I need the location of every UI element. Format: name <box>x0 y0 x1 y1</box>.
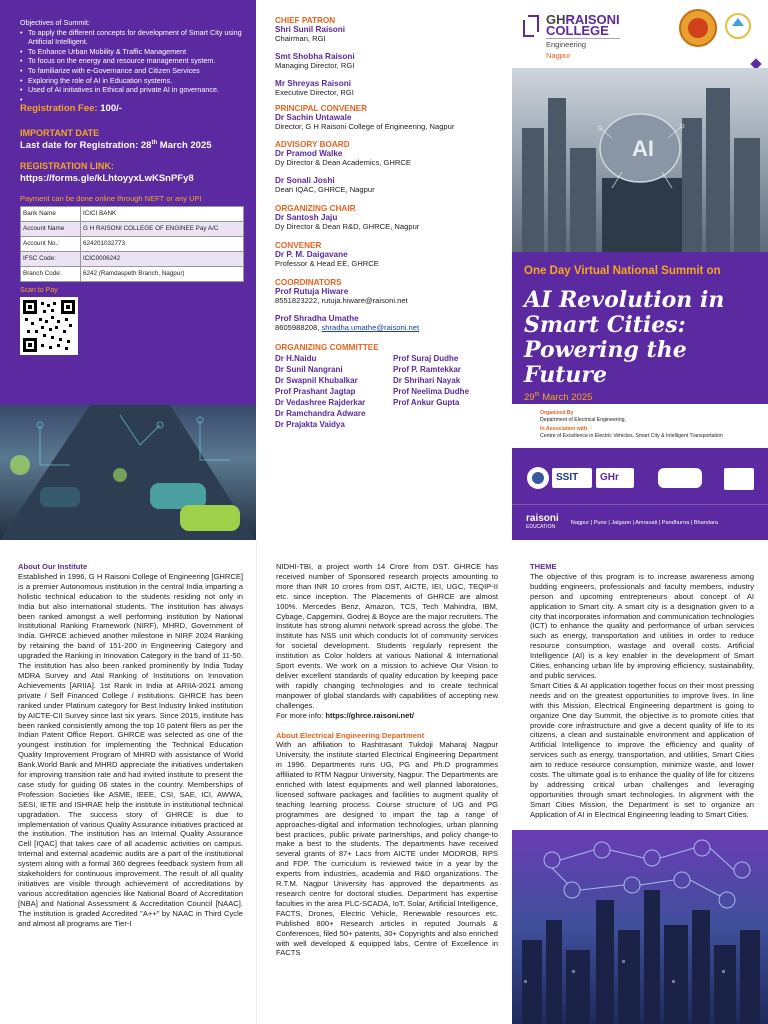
patron-desc: Chairman, RGI <box>275 34 326 43</box>
header-logos <box>512 0 768 68</box>
committee-member: Prof Ankur Gupta <box>393 398 460 407</box>
last-date <box>20 140 246 151</box>
objective-item: • To apply the different concepts for development of Smart City using Artificial Intelligent. <box>20 28 246 47</box>
coordinator-name: Prof Shradha Umathe <box>275 314 359 323</box>
objective-item: • Exploring the role of AI in Education systems. <box>20 76 246 86</box>
convener-name: Dr Sachin Untawale <box>275 113 352 122</box>
bank-key: Account No.: <box>21 236 81 251</box>
organizing-committee-heading: ORGANIZING COMMITTEE <box>275 343 379 352</box>
event-date-day: 29 <box>524 392 535 404</box>
coordinator-name: Prof Rutuja Hiware <box>275 287 349 296</box>
payment-note: Payment can be done online through NEFT or any UPI <box>20 193 202 203</box>
organized-by-label: Organized By <box>540 410 574 416</box>
organizers-block <box>512 404 768 448</box>
bank-value: ICIC0006242 <box>81 251 244 266</box>
brand-raisoni: RAISONI <box>565 12 620 27</box>
more-info-link[interactable]: https://ghrce.raisoni.net/ <box>325 710 414 720</box>
event-subtitle: One Day Virtual National Summit on <box>524 265 721 277</box>
college-name <box>546 14 620 61</box>
footer-brand: raisoni <box>526 512 559 524</box>
advisory-board-heading: ADVISORY BOARD <box>275 140 350 149</box>
committee-member: Dr Shrihari Nayak <box>393 376 461 385</box>
organized-by: Department of Electrical Engineering, <box>540 417 626 423</box>
patron-name: Shri Sunil Raisoni <box>275 25 346 34</box>
committee-right <box>393 353 469 430</box>
partner-ssit-logo: SSIT <box>556 472 579 483</box>
bank-key: Account Name <box>21 221 81 236</box>
committee-member: Dr Ramchandra Adware <box>275 409 366 418</box>
theme-text-2: Smart Cities & AI application together focus on their most pressing needs and on the greatest opportunities to improve lives. In line with this Mission, Electrical Engineering department is going to organize One day Summit, the objective is to promote cities that provide core infrastructure and give a decent quality of life to its citizens, a clean and sustainable environment and application of Artificial Intelligence to improve the efficiency and quality of services such as energy, transportation, and utilities, Smart Cities aim to reduce resource consumption, minimize waste, and lower costs. The ultimate goal is to enhance the quality of life for citizens by addressing critical urban challenges and leveraging opportunities through smart technologies. In alignment with the Smart Cities Mission, the Department is set to organize an Application of AI in Electrical Engineering leading to Smart Cities. <box>530 680 754 819</box>
committee-member: Prof Neelima Dudhe <box>393 387 470 396</box>
ai-city-image <box>512 68 768 252</box>
college-sub: Engineering <box>546 38 620 50</box>
about-institute-heading: About Our Institute <box>18 562 88 571</box>
partner-ghr-logo: GHr <box>600 472 619 483</box>
association: Centre of Excellence in Electric Vehicles, Smart City & Intelligent Transportation <box>540 433 723 439</box>
convener-name: Dr P. M. Daigavane <box>275 250 348 259</box>
smart-street-image <box>0 405 256 540</box>
coordinator-email-link[interactable]: shradha.umathe@raisoni.net <box>321 323 420 332</box>
advisor-desc: Dean IQAC, GHRCE, Nagpur <box>275 185 375 194</box>
objective-item: • To focus on the energy and resource management system. <box>20 56 246 66</box>
advisor-desc: Dy Director & Dean Academics, GHRCE <box>275 158 411 167</box>
event-date <box>524 392 756 403</box>
registration-fee <box>20 103 246 114</box>
objective-item: • Used of AI initiatives in Ethical and private AI in governance. <box>20 85 246 95</box>
theme-text: The objective of this program is to increase awareness among budding engineers, professionals and faculty members, industry person and upcoming entrepreneurs about concept of AI application to Smart city. A smart city is a designation given to a city that incorporates information and communication technologies (ICT) to enhance the quality and performance of urban services such as energy, transportation and utilities in order to reduce resource consumption, wastage and overall costs. Artificial Intelligence (AI) is a key enabler in the development of Smart Cities, enhancing urban life by improving efficiency, sustainability, and public services. <box>530 571 754 680</box>
chair-name: Dr Santosh Jaju <box>275 213 338 222</box>
registration-fee-label: Registration Fee: <box>20 102 98 114</box>
advisor-name: Dr Pramod Walke <box>275 149 343 158</box>
more-info-label: For more info: <box>276 710 326 720</box>
table-row <box>21 221 244 236</box>
department-text: With an affiliation to Rashtrasant Tukdoji Maharaj Nagpur University, the institute started Electrical Engineering Department in 1996. Departments runs UG, PG and Ph.D programmes affiliated to RTM Nagpur University, Nagpur. The Departments are enriched with latest equipments and well planned laboratories, licensed software packages and facilities to augment quality of teaching learning process. Course structure of UG and PG programmes are designed to impart the tap a range of approaches-digital and information technologies, urban planning best practices, public private partnerships, and policy change-to make a best to the students. The departments have received several grants of 87+ Lacs from AICTE under MODROB, RPS and FDP. The curriculum is reviewed twice in a year by the experts from industries, academia and R&D organizations. The R.T.M. Nagpur University has approved the departments as research centre for doctoral studies. Department has expertise faculties in the area PLC-SCADA, IoT, Solar, Artificial Intelligence, FACTS, Drones, Electric Vehicle, Renewable resources etc. Published 800+ Research articles in reputed Journals & Conferences, filed 50+ patents, 30+ Copyrights and also enriched with well developed & equipped labs, Centre of Excellence in FACTS <box>276 740 498 958</box>
patron-desc: Executive Director, RGI <box>275 88 354 97</box>
patron-desc: Managing Director, RGI <box>275 61 355 70</box>
footer-sub: EDUCATION <box>526 523 556 530</box>
committee-member: Dr H.Naidu <box>275 354 317 363</box>
committee-member: Prof Suraj Dudhe <box>393 354 459 363</box>
last-date-month: March 2025 <box>157 139 212 151</box>
institute-continued-section <box>256 540 512 1024</box>
registration-fee-value: 100/- <box>100 102 122 114</box>
about-institute-section <box>0 540 256 1024</box>
bank-key: Branch Code: <box>21 266 81 281</box>
cover-panel <box>512 0 768 540</box>
convener-desc: Director, G H Raisoni College of Engineering, Nagpur <box>275 122 455 131</box>
theme-heading: THEME <box>530 562 557 571</box>
bank-key: IFSC Code: <box>21 251 81 266</box>
svg-text:AI: AI <box>632 136 654 161</box>
last-date-text: Last date for Registration: 28 <box>20 139 152 151</box>
objective-item: • To Enhance Urban Mobility & Traffic Management <box>20 47 246 57</box>
principal-convener-heading: PRINCIPAL CONVENER <box>275 104 368 113</box>
coordinator-contact <box>275 323 504 333</box>
patron-name: Smt Shobha Raisoni <box>275 52 355 61</box>
registration-link-heading: REGISTRATION LINK: <box>20 160 114 171</box>
chair-desc: Dy Director & Dean R&D, GHRCE, Nagpur <box>275 222 420 231</box>
chief-patron-heading: CHIEF PATRON <box>275 16 336 25</box>
event-date-sup: th <box>534 392 540 398</box>
brand-college: COLLEGE <box>546 23 609 38</box>
coordinators-heading: COORDINATORS <box>275 278 342 287</box>
event-date-month: March 2025 <box>539 392 593 404</box>
committee-list <box>275 353 504 430</box>
table-row <box>21 251 244 266</box>
association-label: In Association with <box>540 426 588 432</box>
bank-value: 624201032773 <box>81 236 244 251</box>
patron-name: Mr Shreyas Raisoni <box>275 79 351 88</box>
about-institute-text: Established in 1996, G H Raisoni College of Engineering [GHRCE] is a premier Autonomous institution in the central India imparting a holistic technical education to the students residing not only in India but also international students. The institution has always been ranked amongst a well performing institution by National Institutional Ranking Framework (NIRF), MHRD, Government of India. GHRCE achieved another milestone in NIRF 2024 Ranking by retaining the band of 151-200 in Engineering Category and upgraded the Ranking in Innovation Category in the band of 11-50. The institution has also been ranked prominently by India Today MDRA Survey and Atal Ranking of Institutions on Innovation Achievements [ARIIA]. 1st Rank in India at ARIIA-2021 among private / Self Financed College / institutions. GHRCE has been ranked under Platinum category for Best Industry linked institution by AICTE-CII Survey since last six years. Since 2015, institute has been ranked consistently among the top 10 patent filers as per the Indian Patent Office Report. GHRCE was selected as one of the youngest institution for implementing the Technical Education Quality Improvement Program of MHRD with assistance of World Bank.World Bank and MHRD appreciate the initiatives undertaken for improving transition rate and had invited institute to present the case study for guiding 06 states in the country. Memberships of Profession Societies like ASME, IEEE, CSI, SAE, ICI, AWWA, SESI, IETE and ISHRAE help the institute in institutional technical upgradation. The success story of GHRCE is due to implementation of various Quality Assurance initiatives practiced at the institution. The institution has an Internal Quality Assurance Cell [IQAC] that takes care of all academic activities on campus. Internal and external academic audits are a part of the institutional system along with a formal 360 degrees feedback system from all stakeholders for continuous improvement. The result of all quality initiatives are visible through achievement of accreditations by various accreditation agencies like National Board of Accreditation [NBA] and National Assessment & Accreditation Council [NAAC]. The institution is graded Accredited "A++" by NAAC in Third Cycle and almost all programs are Tier-I <box>18 571 243 928</box>
event-banner <box>512 252 768 404</box>
footer-cities: Nagpur | Pune | Jalgaon | Amravati | Pandhurna | Bhandara <box>570 519 718 526</box>
objectives-title: Objectives of Summit: <box>20 18 90 27</box>
event-title: AI Revolution in Smart Cities: Powering the Future <box>524 287 725 388</box>
qr-code-icon[interactable] <box>20 297 78 355</box>
committee-member: Prof P. Ramtekkar <box>393 365 461 374</box>
bank-value: G H RAISONI COLLEGE OF ENGINEE Pay A/C <box>81 221 244 236</box>
department-heading: About Electrical Engineering Department <box>276 730 425 740</box>
table-row <box>21 266 244 281</box>
brand-gh: GH <box>546 12 566 27</box>
objectives-list <box>20 28 246 95</box>
table-row <box>21 236 244 251</box>
bank-details-table <box>20 206 244 282</box>
college-city: Nagpur <box>546 51 571 60</box>
convener-heading: CONVENER <box>275 241 322 250</box>
committee-member: Dr Vedashree Rajderkar <box>275 398 366 407</box>
important-date-heading: IMPORTANT DATE <box>20 127 100 138</box>
committee-member: Dr Swapnil Khubalkar <box>275 376 358 385</box>
registration-link[interactable]: https://forms.gle/kLhtoyyxLwKSnPFy8 <box>20 172 194 184</box>
committee-member: Dr Sunil Nangrani <box>275 365 343 374</box>
coordinator-phone: 8605988208, <box>275 323 322 332</box>
bank-key: Bank Name <box>21 206 81 221</box>
convener-desc: Professor & Head EE, GHRCE <box>275 259 379 268</box>
organizing-chair-heading: ORGANIZING CHAIR <box>275 204 356 213</box>
more-info <box>276 711 498 721</box>
smart-city-network-image <box>512 830 768 1024</box>
footer-strip <box>512 504 768 540</box>
bank-value: ICICI BANK <box>81 206 244 221</box>
committee-member: Dr Prajakta Vaidya <box>275 420 345 429</box>
committee-left <box>275 353 387 430</box>
bank-value: 6242 (Ramdaspeth Branch, Nagpur) <box>81 266 244 281</box>
last-date-sup: th <box>151 139 158 146</box>
advisor-name: Dr Sonali Joshi <box>275 176 335 185</box>
scan-to-pay-label: Scan to Pay <box>20 286 58 294</box>
table-row <box>21 206 244 221</box>
institute-continued-text: NIDHI-TBI, a project worth 14 Crore from DST. GHRCE has received number of Sponsored research projects amounting to more than INR 10 crores from DST, AICTE, IEI, UGC, TEQIP-II etc. since inception. The Placements of GHRCE are almost 100%. Mercedes Benz, Amazon, TCS, Tech Mahindra, IBM, Cybage, Capgemini, Godrej & Boyce are the major recruiters. The Institute has strong alumni network spread across the globe. The Institute has NSS unit which conducts lot of community services for societal development. Students regularly represent the institution as Color holders at various National & International Sport events. We work on a mission to achieve Our Vision to deliver excellent standards of quality education by keeping pace with rapidly changing technologies and to create technical manpower of global standards with capabilities of accepting new challenges. <box>276 562 498 710</box>
partner-logos <box>512 448 768 504</box>
raisoni-education-logo <box>526 512 559 531</box>
committee-member: Prof Prashant Jagtap <box>275 387 356 396</box>
objective-item: • To familiarize with e-Governance and Citizen Services <box>20 66 246 76</box>
coordinator-contact: 8551823222, rutuja.hiware@raisoni.net <box>275 296 408 305</box>
objectives-section <box>20 18 246 95</box>
committee-panel <box>256 0 512 540</box>
